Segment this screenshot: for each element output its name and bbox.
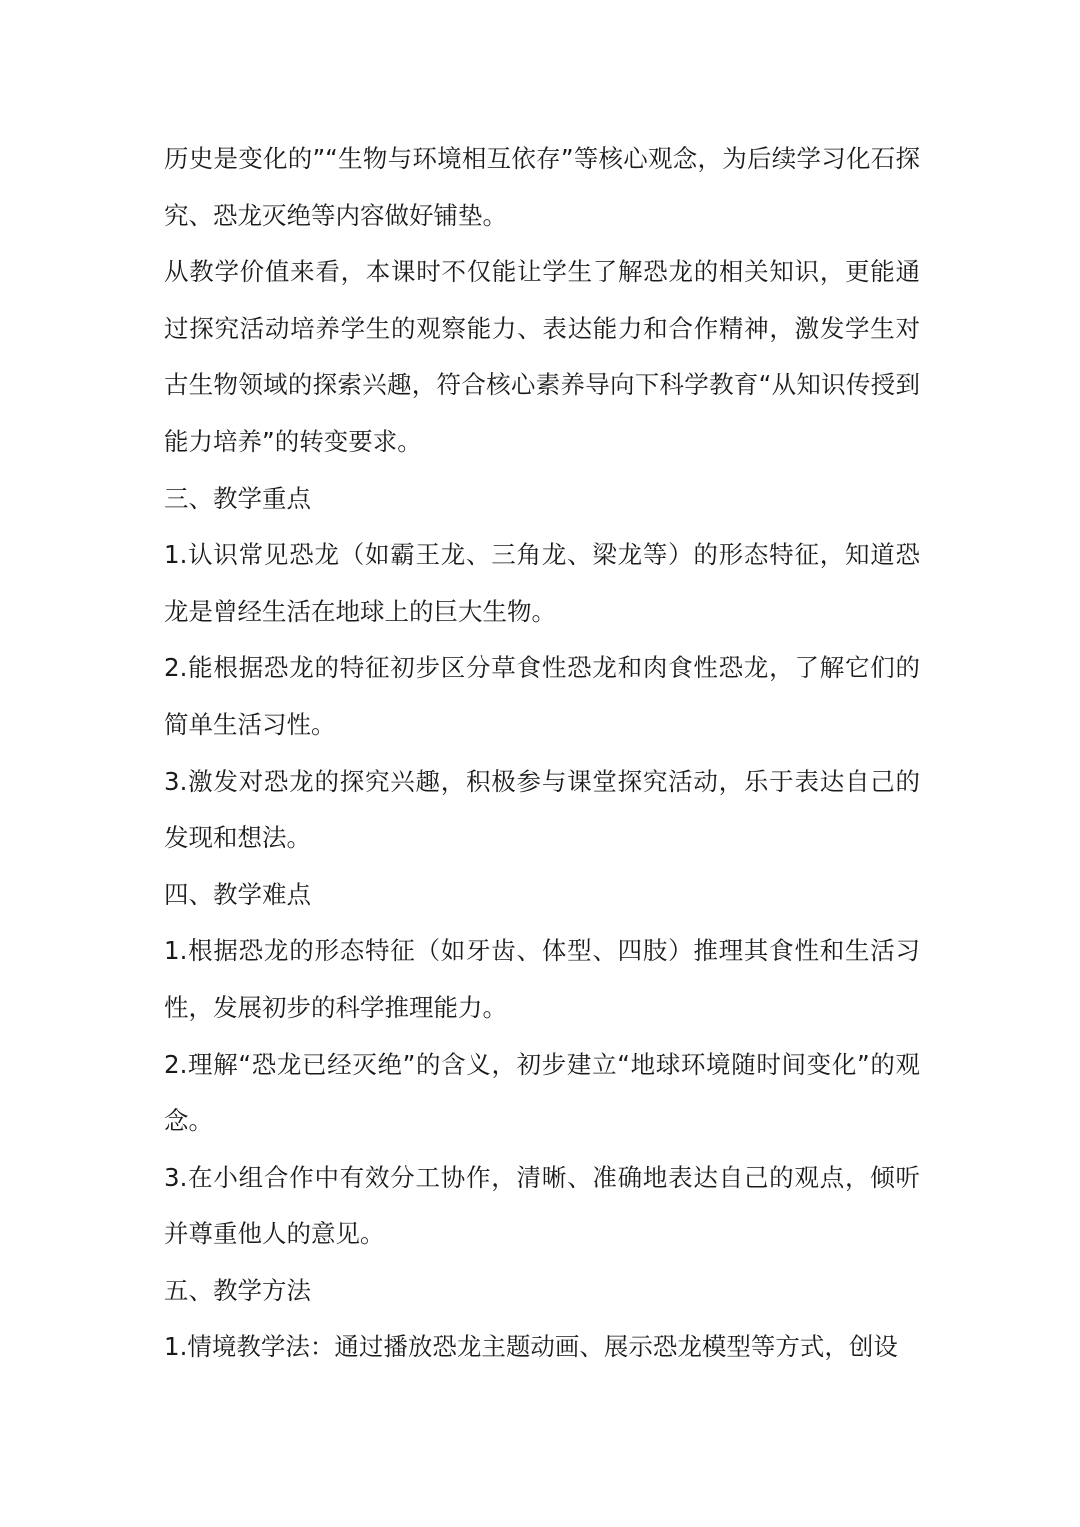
key-point-item: 2.能根据恐龙的特征初步区分草食性恐龙和肉食性恐龙，了解它们的简单生活习性。 bbox=[164, 653, 920, 739]
key-point-item: 3.激发对恐龙的探究兴趣，积极参与课堂探究活动，乐于表达自己的发现和想法。 bbox=[164, 766, 920, 853]
difficulty-item: 1.根据恐龙的形态特征（如牙齿、体型、四肢）推理其食性和生活习性，发展初步的科学推理能力。 bbox=[164, 936, 920, 1022]
difficulty-item: 2.理解“恐龙已经灭绝”的含义，初步建立“地球环境随时间变化”的观念。 bbox=[164, 1049, 920, 1136]
section-heading-difficulties: 四、教学难点 bbox=[164, 879, 311, 909]
section-heading-key-points: 三、教学重点 bbox=[164, 483, 311, 513]
document-body bbox=[164, 131, 920, 1376]
difficulty-item: 3.在小组合作中有效分工协作，清晰、准确地表达自己的观点，倾听并尊重他人的意见。 bbox=[164, 1162, 920, 1249]
method-item: 1.情境教学法：通过播放恐龙主题动画、展示恐龙模型等方式，创设 bbox=[164, 1332, 898, 1362]
key-point-item: 1.认识常见恐龙（如霸王龙、三角龙、梁龙等）的形态特征，知道恐龙是曾经生活在地球上的巨大生物。 bbox=[164, 540, 920, 626]
paragraph-core-concepts: 历史是变化的”“生物与环境相互依存”等核心观念，为后续学习化石探究、恐龙灭绝等内容做好铺垫。 bbox=[164, 144, 920, 230]
section-heading-methods: 五、教学方法 bbox=[164, 1275, 311, 1305]
paragraph-teaching-value: 从教学价值来看，本课时不仅能让学生了解恐龙的相关知识，更能通过探究活动培养学生的观察能力、表达能力和合作精神，激发学生对古生物领域的探索兴趣，符合核心素养导向下科学教育“从知识传授到能力培养”的转变要求。 bbox=[164, 257, 920, 456]
